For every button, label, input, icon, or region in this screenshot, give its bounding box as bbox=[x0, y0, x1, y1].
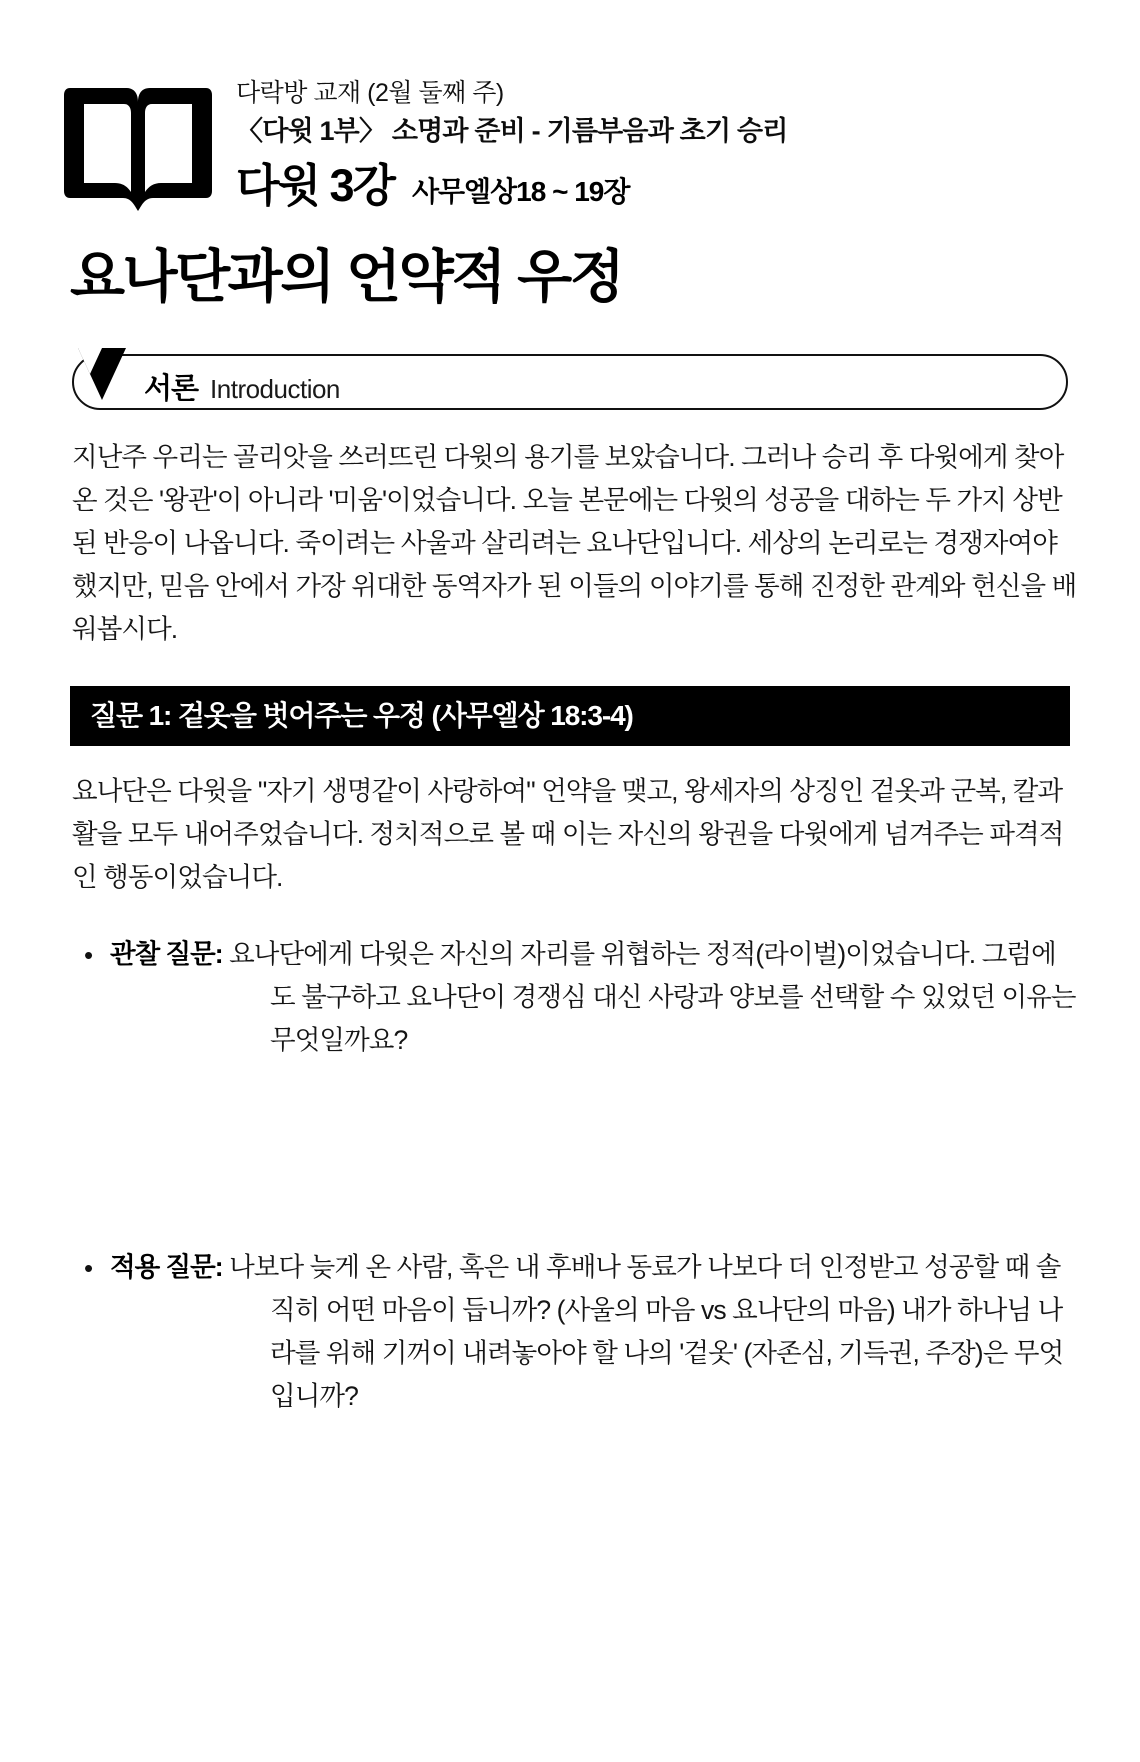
diamond-marker-icon bbox=[74, 342, 130, 404]
observation-question-label: 관찰 질문: bbox=[110, 939, 223, 970]
lesson-line bbox=[236, 160, 1078, 212]
header-kicker: 다락방 교재 (2월 둘째 주) bbox=[236, 79, 504, 107]
intro-paragraph: 지난주 우리는 골리앗을 쓰러뜨린 다윗의 용기를 보았습니다. 그러나 승리 후 다윗에게 찾아온 것은 '왕관'이 아니라 '미움'이었습니다. 오늘 본문에는 다윗의 성공을 대하는 두 가지 상반된 반응이 나옵니다. 죽이려는 사울과 살리려는 요나단입니다. 세상의 논리로는 경쟁자여야 했지만, 믿음 안에서 가장 위대한 동역자가 된 이들의 이야기를 통해 진정한 관계와 헌신을 배워봅시다. bbox=[72, 441, 1077, 644]
observation-question bbox=[110, 933, 1078, 1062]
question1-heading: 질문 1: 겉옷을 벗어주는 우정 (사무엘상 18:3-4) bbox=[70, 686, 1070, 746]
intro-label bbox=[144, 366, 348, 407]
list-item bbox=[84, 933, 1078, 1062]
scripture-reference: 사무엘상18 ~ 19장 bbox=[411, 176, 630, 208]
open-book-icon bbox=[62, 74, 214, 224]
lesson-number: 다윗 3강 bbox=[236, 160, 394, 212]
application-question-label: 적용 질문: bbox=[110, 1251, 223, 1282]
question1-paragraph: 요나단은 다윗을 "자기 생명같이 사랑하여" 언약을 맺고, 왕세자의 상징인 겉옷과 군복, 칼과 활을 모두 내어주었습니다. 정치적으로 볼 때 이는 자신의 왕권을 다윗에게 넘겨주는 파격적인 행동이었습니다. bbox=[72, 776, 1064, 893]
answer-space-observation bbox=[62, 1062, 1078, 1212]
header-text-block bbox=[236, 70, 1078, 210]
bullet-marker: • bbox=[84, 940, 94, 971]
document-header bbox=[62, 70, 1078, 224]
list-item bbox=[84, 1246, 1078, 1418]
bullet-marker: • bbox=[84, 1252, 94, 1283]
intro-label-en: Introduction bbox=[210, 373, 340, 404]
page-title: 요나단과의 언약적 우정 bbox=[70, 245, 623, 309]
observation-question-text: 요나단에게 다윗은 자신의 자리를 위협하는 정적(라이벌)이었습니다. 그럼에도 불구하고 요나단이 경쟁심 대신 사랑과 양보를 선택할 수 있었던 이유는 무엇일까요? bbox=[229, 939, 1076, 1056]
application-question-text: 나보다 늦게 온 사람, 혹은 내 후배나 동료가 나보다 더 인정받고 성공할 때 솔직히 어떤 마음이 듭니까? (사울의 마음 vs 요나단의 마음) 내가 하나님 나라를 위해 기꺼이 내려놓아야 할 나의 '겉옷' (자존심, 기득권, 주장)은 무엇입니까? bbox=[229, 1251, 1064, 1411]
header-subtitle: 〈다윗 1부〉 소명과 준비 - 기름부음과 초기 승리 bbox=[236, 116, 788, 147]
intro-label-ko: 서론 bbox=[144, 372, 199, 405]
intro-section-header bbox=[72, 354, 1078, 412]
application-question bbox=[110, 1246, 1078, 1418]
